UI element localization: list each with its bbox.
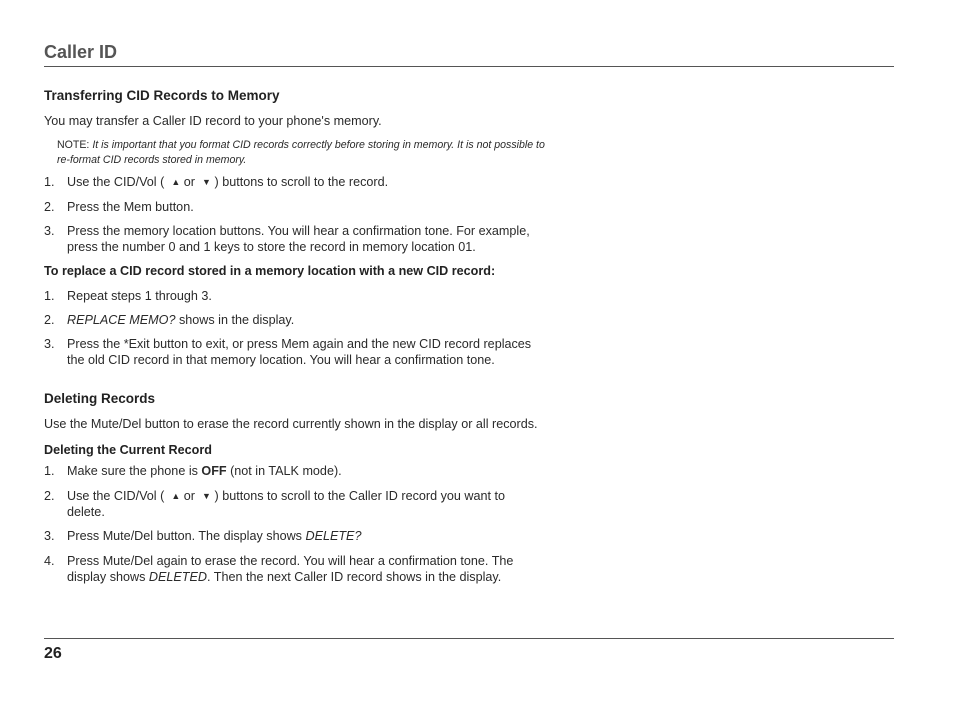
transfer-heading: Transferring CID Records to Memory [44, 88, 280, 103]
footer-rule [44, 638, 894, 639]
list-item: 3. Press Mute/Del button. The display shows DELETE? [44, 529, 362, 543]
list-item: 2. Press the Mem button. [44, 200, 194, 214]
down-arrow-icon: ▼ [202, 491, 211, 501]
list-item: 1. Use the CID/Vol ( ▲ or ▼ ) buttons to scroll to the record. [44, 175, 389, 189]
main-content [44, 88, 544, 587]
up-arrow-icon: ▲ [171, 177, 181, 187]
list-item: 3. Press the *Exit button to exit, or press Mem again and the new CID record replaces the old CID record in that memory location. You will hear a confirmation tone. [44, 337, 532, 367]
deleting-intro: Use the Mute/Del button to erase the record currently shown in the display or all records. [44, 417, 538, 431]
up-arrow-icon: ▲ [171, 491, 181, 501]
note-label: NOTE: [57, 139, 90, 151]
list-item: 1. Make sure the phone is OFF (not in TALK mode). [44, 464, 342, 478]
note-text: It is important that you format CID records correctly before storing in memory. It is not possible to re-format CID records stored in memory. [57, 139, 545, 166]
header-rule [44, 66, 894, 67]
replace-steps [44, 288, 544, 391]
down-arrow-icon: ▼ [202, 177, 211, 187]
list-item: 3. Press the memory location buttons. You will hear a confirmation tone. For example, press the number 0 and 1 keys to store the record in memory location 01. [44, 224, 530, 254]
deleting-heading: Deleting Records [44, 391, 156, 406]
deleting-current-heading: Deleting the Current Record [44, 443, 212, 457]
list-item: 4. Press Mute/Del again to erase the record. You will hear a confirmation tone. The display shows DELETED. Then the next Caller ID record shows in the display. [44, 554, 514, 584]
list-item: 1. Repeat steps 1 through 3. [44, 289, 212, 303]
transfer-steps [44, 174, 544, 263]
list-item: 2. Use the CID/Vol ( ▲ or ▼ ) buttons to scroll to the Caller ID record you want to delete. [44, 489, 505, 519]
page-header-title: Caller ID [44, 42, 118, 62]
page-number: 26 [44, 645, 62, 662]
transfer-intro: You may transfer a Caller ID record to your phone's memory. [44, 114, 382, 128]
list-item: 2. REPLACE MEMO? shows in the display. [44, 313, 295, 327]
deleting-steps [44, 463, 544, 587]
replace-heading: To replace a CID record stored in a memory location with a new CID record: [44, 264, 496, 278]
transfer-note [57, 138, 547, 168]
